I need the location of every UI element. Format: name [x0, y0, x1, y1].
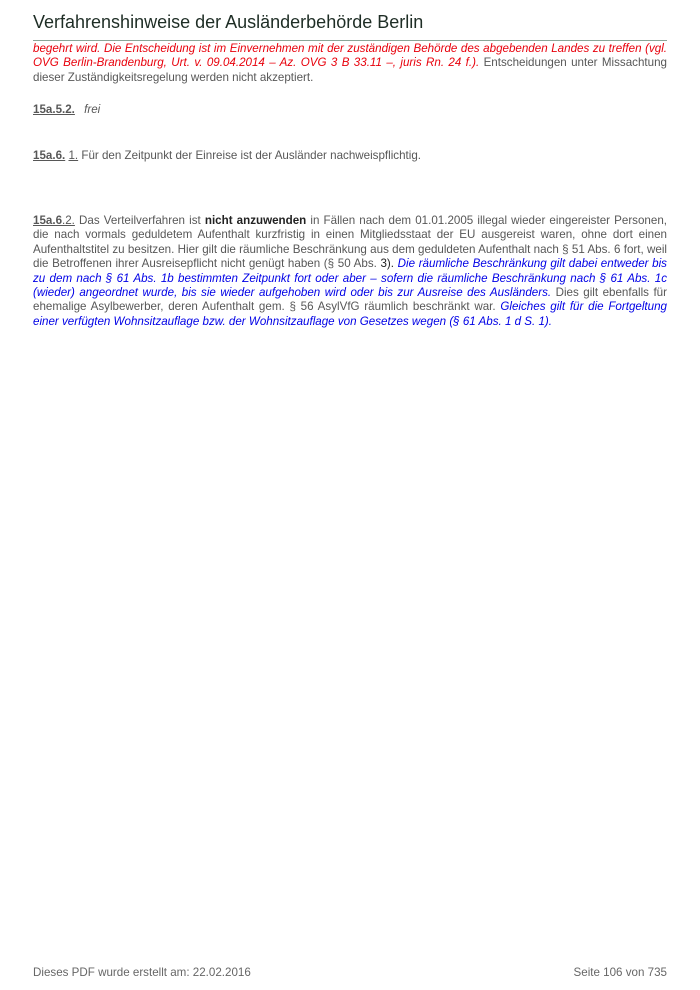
amended-text-blue: Die räumliche Beschränkung gilt dabei entweder bis zu dem nach § 61 Abs. 1b bestimmten Zeitpunkt fort oder aber – sofern die räumliche Beschränkung nach § 61 Abs. 1c (wieder) angeordnet wurde, bis sie wieder aufgehoben wird oder bis zur Ausreise des Ausländers.	[33, 257, 667, 300]
section-number: 15a.6.	[33, 149, 66, 162]
page-number: Seite 106 von 735	[573, 966, 667, 979]
section-number: 15a.5.2.	[33, 103, 75, 116]
amended-text-red: begehrt wird. Die Entscheidung ist im Einvernehmen mit der zuständigen Behörde des abgebenden Landes zu treffen (vgl. OVG Berlin-Brandenburg, Urt. v. 09.04.2014 – Az. OVG 3 B 33.11 –, juris Rn. 24 f.).	[33, 42, 667, 70]
page-footer	[33, 965, 667, 981]
section-15a-6-2	[33, 214, 667, 329]
paragraph-text: Entscheidungen unter Missachtung dieser Zuständigkeitsregelung werden nicht akzeptiert.	[33, 56, 667, 84]
document-title: Verfahrenshinweise der Ausländerbehörde Berlin	[33, 12, 424, 32]
section-15a-5-2	[33, 103, 667, 117]
section-text: Das Verteilverfahren ist	[79, 214, 201, 227]
header-divider	[33, 40, 667, 41]
emphasis-text: nicht anzuwenden	[204, 214, 307, 227]
section-text: frei	[84, 103, 101, 116]
amended-reference: 3).	[380, 257, 395, 271]
section-number: 15a.6	[33, 214, 63, 227]
continuation-paragraph	[33, 42, 667, 85]
section-subnumber: .2.	[62, 214, 75, 227]
section-text: in Fällen nach dem 01.01.2005 illegal wieder eingereister Personen, die nach vormals geduldetem Aufenthalt kurzfristig in einen Mitgliedsstaat der EU ausgereist waren, ohne dort einen Aufenthaltstitel zu besitzen. Hier gilt die räumliche Beschränkung aus dem geduldeten Aufenthalt nach § 51 Abs. 6 fort, weil die Betroffenen ihrer Ausreisepflicht nicht genügt haben (§ 50 Abs.	[33, 214, 667, 271]
section-text: Dies gilt ebenfalls für ehemalige Asylbewerber, deren Aufenthalt gem. § 56 AsylVfG räumlich beschränkt war.	[33, 286, 667, 314]
section-15a-6-1	[33, 149, 667, 163]
section-text: Für den Zeitpunkt der Einreise ist der Ausländer nachweispflichtig.	[81, 149, 421, 162]
section-subnumber: 1.	[68, 149, 79, 162]
amended-text-blue: Gleiches gilt für die Fortgeltung einer verfügten Wohnsitzauflage bzw. der Wohnsitzauflage von Gesetzes wegen (§ 61 Abs. 1 d S. 1).	[33, 300, 667, 328]
pdf-created-date: Dieses PDF wurde erstellt am: 22.02.2016	[33, 966, 251, 979]
page-header	[33, 11, 667, 33]
